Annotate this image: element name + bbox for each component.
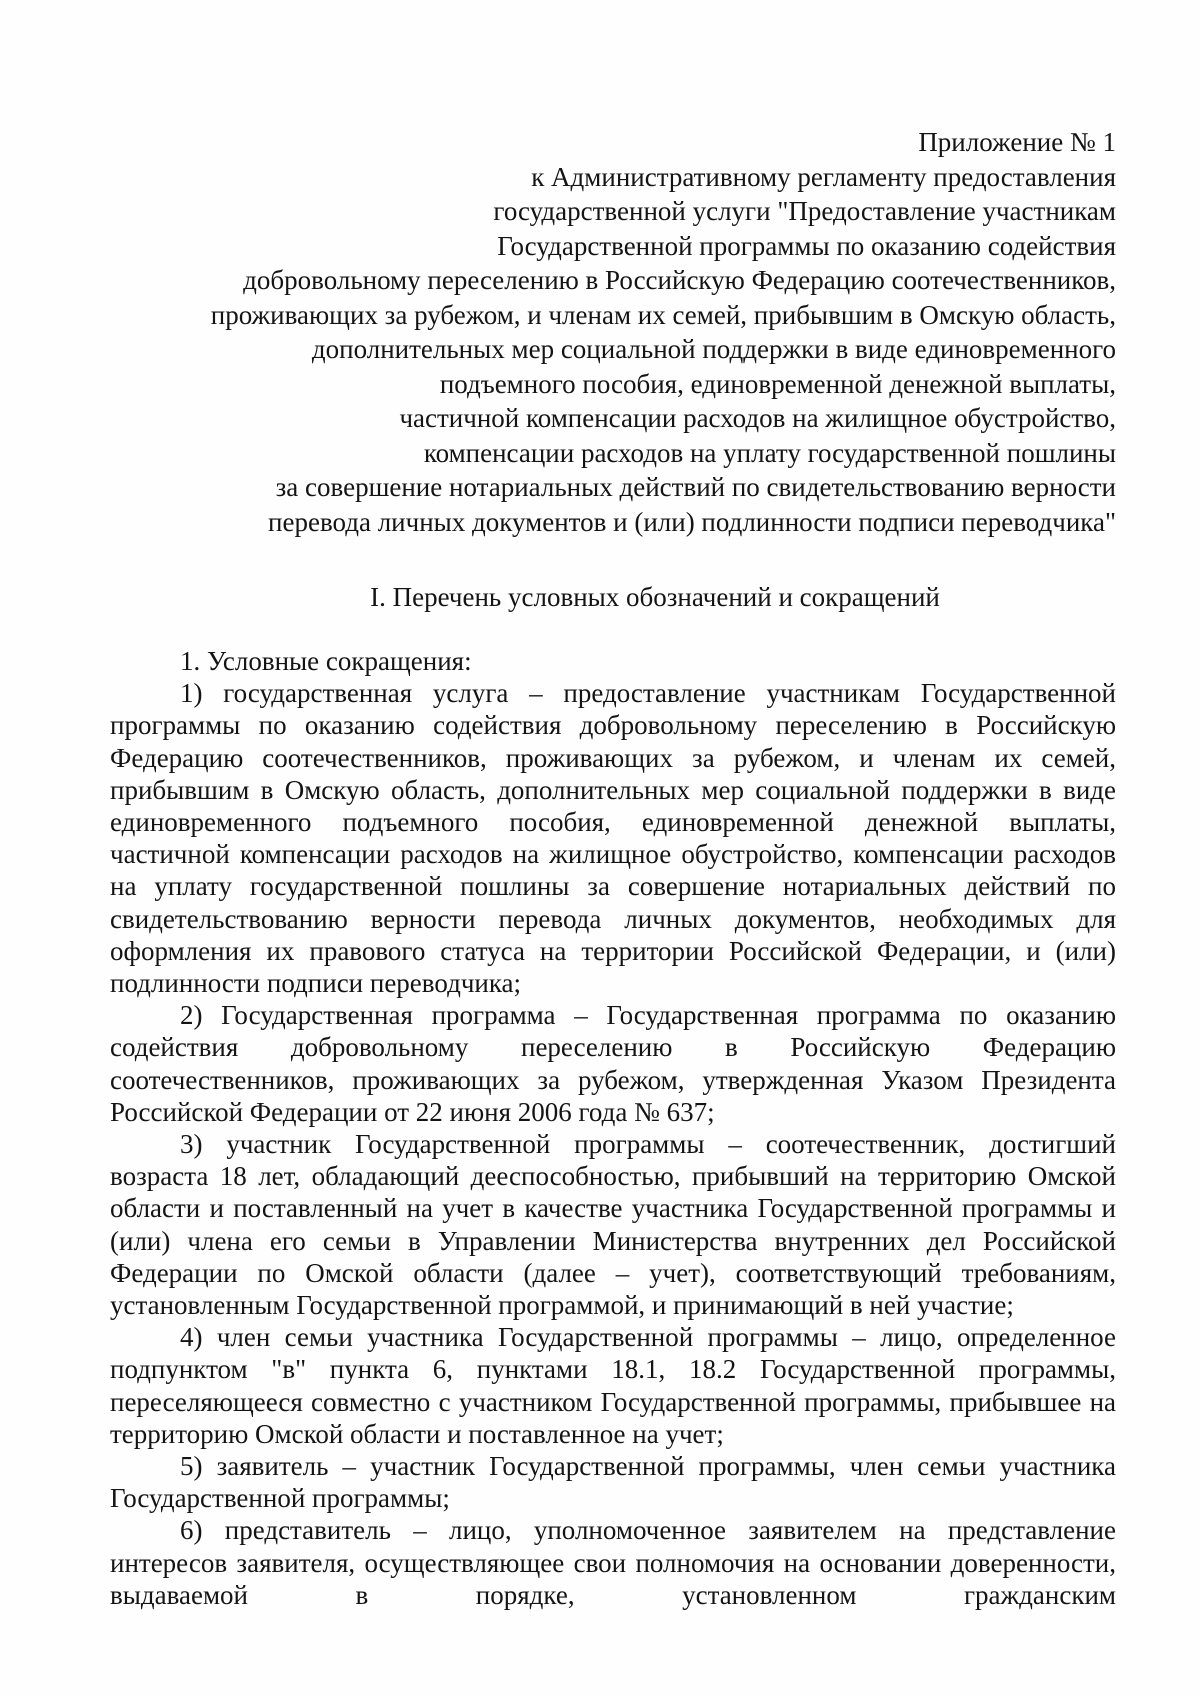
paragraph-item-5: 5) заявитель – участник Государственной программы, член семьи участника Государственной программы;: [110, 1451, 1116, 1514]
paragraph-item-4: 4) член семьи участника Государственной программы – лицо, определенное подпунктом "в" пункта 6, пунктами 18.1, 18.2 Государственной программы, переселяющееся совместно с участником Государственной программы, прибывшее на территорию Омской области и поставленное на учет;: [110, 1322, 1116, 1449]
appendix-line: компенсации расходов на уплату государственной пошлины: [423, 437, 1116, 468]
paragraph-abbreviations-intro: 1. Условные сокращения:: [180, 646, 472, 676]
appendix-line: дополнительных мер социальной поддержки в виде единовременного: [311, 334, 1116, 364]
section-heading: I. Перечень условных обозначений и сокращений: [370, 582, 940, 612]
appendix-line: государственной услуги "Предоставление участникам: [493, 196, 1116, 226]
appendix-line: за совершение нотариальных действий по свидетельствованию верности: [275, 472, 1116, 502]
appendix-header: [211, 125, 1116, 539]
body-text: [110, 645, 1116, 1611]
paragraph-item-6: 6) представитель – лицо, уполномоченное заявителем на представление интересов заявителя, осуществляющее свои полномочия на основании доверенности, выдаваемой в порядке, установленном гражданским: [110, 1515, 1116, 1610]
paragraph-item-3: 3) участник Государственной программы – соотечественник, достигший возраста 18 лет, обладающий дееспособностью, прибывший на территорию Омской области и поставленный на учет в качестве участника Государственной программы и (или) члена его семьи в Управлении Министерства внутренних дел Российской Федерации по Омской области (далее – учет), соответствующий требованиям, установленным Государственной программой, и принимающий в ней участие;: [110, 1129, 1116, 1321]
appendix-line: перевода личных документов и (или) подлинности подписи переводчика": [268, 506, 1116, 537]
appendix-line: подъемного пособия, единовременной денежной выплаты,: [439, 368, 1116, 399]
paragraph-item-2: 2) Государственная программа – Государственная программа по оказанию содействия добровольному переселению в Российскую Федерацию соотечественников, проживающих за рубежом, утвержденная Указом Президента Российской Федерации от 22 июня 2006 года № 637;: [110, 1000, 1116, 1127]
appendix-line: проживающих за рубежом, и членам их семей, прибывшим в Омскую область,: [210, 299, 1116, 330]
appendix-line: добровольному переселению в Российскую Федерацию соотечественников,: [243, 265, 1116, 295]
appendix-line: частичной компенсации расходов на жилищное обустройство,: [399, 403, 1116, 433]
appendix-line: Государственной программы по оказанию содействия: [497, 230, 1116, 261]
appendix-line: к Административному регламенту предоставления: [531, 161, 1116, 192]
appendix-line: Приложение № 1: [918, 127, 1116, 157]
paragraph-item-1: 1) государственная услуга – предоставление участникам Государственной программы по оказанию содействия добровольному переселению в Российскую Федерацию соотечественников, проживающих за рубежом, и членам их семей, прибывшим в Омскую область, дополнительных мер социальной поддержки в виде единовременного подъемного пособия, единовременной денежной выплаты, частичной компенсации расходов на жилищное обустройство, компенсации расходов на уплату государственной пошлины за совершение нотариальных действий по свидетельствованию верности перевода личных документов, необходимых для оформления их правового статуса на территории Российской Федерации, и (или) подлинности подписи переводчика;: [110, 678, 1116, 999]
